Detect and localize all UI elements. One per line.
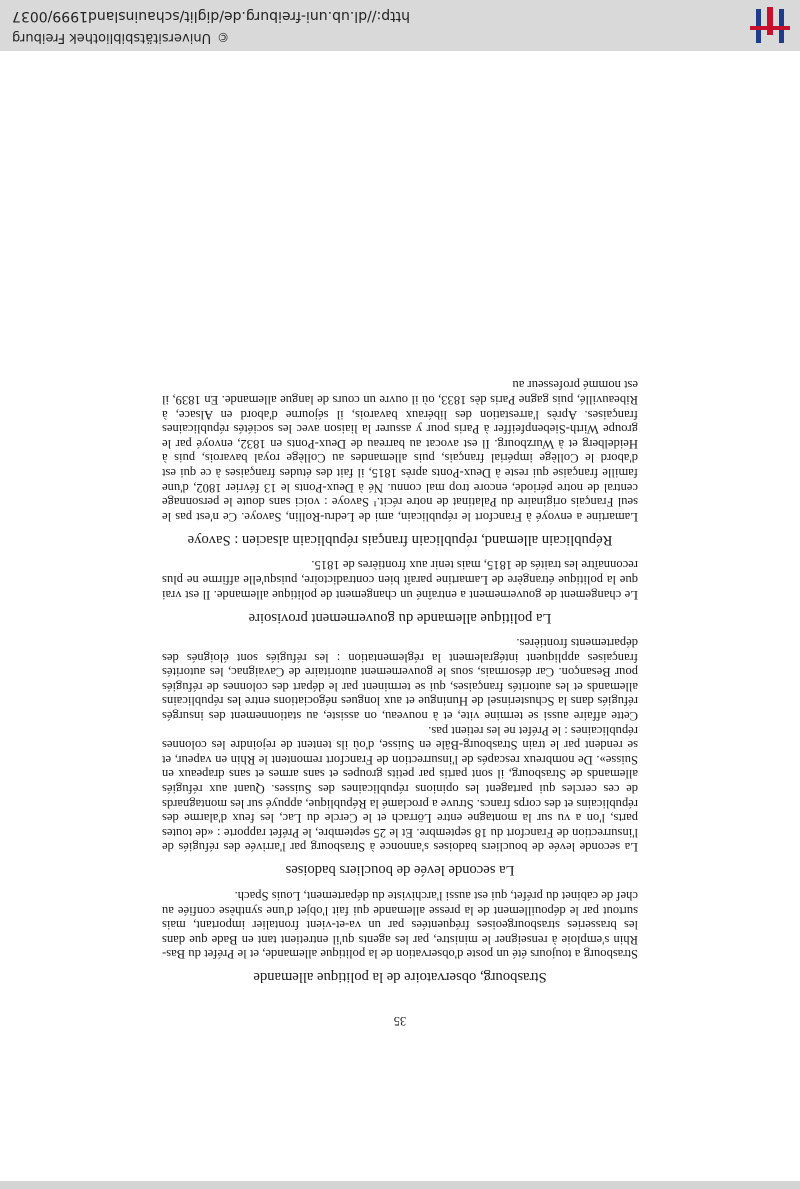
paragraph: Cette affaire aussi se termine vite, et à nouveau, on assiste, au stationnement des insurgés réfugiés dans la Schusterinsel de Huningue et aux longues négociations entre les républicains allemands et les autorités françaises, qui se terminent par le départ des colonnes de réfugiés pour Besançon. Car désormais, sous le gouvernement autoritaire de Cavaignac, les autorités françaises appliquent intégralement la réglementation : les réfugiés sont éloignés des départements frontières. — [162, 636, 638, 724]
ub-freiburg-logo-icon — [750, 7, 790, 43]
library-name: Universitätsbibliothek Freiburg — [12, 30, 212, 45]
section-title-levee: La seconde levée de boucliers badoises — [285, 862, 515, 879]
page-number: 35 — [393, 1014, 407, 1028]
permalink-url[interactable]: http://dl.ub.uni-freiburg.de/diglit/schauinsland1999/0037 — [12, 8, 410, 24]
paragraph: Strasbourg a toujours été un poste d'observation de la politique allemande, et le Préfet du Bas-Rhin s'emploie à renseigner le ministre, par les agents qu'il entretient tant en Bade que dans les brasseries strasbourgeoises fréquentées par un va-et-vient frontalier important, mais surtout par le dépouillement de la presse allemande qui fait l'objet d'une synthèse confiée au chef de cabinet du préfet, qui est aussi l'archiviste du département, Louis Spach. — [162, 889, 638, 962]
footer-strip — [0, 1181, 800, 1189]
copyright-notice — [12, 30, 229, 45]
copyright-symbol: © — [217, 30, 230, 45]
scanned-page — [0, 51, 800, 1181]
paragraph: Le changement de gouvernement a entraîné un changement de politique allemande. Il est vrai que la politique étrangère de Lamartine paraît bien contradictoire, puisqu'elle affirme ne plus reconnaître les traités de 1815, mais tenir aux frontières de 1815. — [162, 558, 638, 602]
page-content — [162, 378, 638, 1028]
paragraph: La seconde levée de boucliers badoises s'annonce à Strasbourg par l'arrivée des réfugiés de l'insurrection de Francfort du 18 septembre. Et le 25 septembre, le Préfet rapporte : «de toutes parts, l'on a vu sur la montagne entre Lörrach et le Cercle du Lac, les feux d'alarme des républicains et des corps francs. Struve a proclamé la République, appuyé sur les montagnards de ces cercles qui partagent les opinions républicaines des Suisses. Quant aux réfugiés allemands de Strasbourg, il sont partis par petits groupes et sans armes et sans drapeaux en Suisse». De nombreux rescapés de l'insurrection de Francfort remontent le Rhin en vapeur, et se rendent par le train Strasbourg-Bâle en Suisse, d'où ils tentent de rejoindre les colonnes républicaines : le Préfet ne les retient pas. — [162, 723, 638, 855]
library-header — [0, 0, 800, 51]
section-title-politique: La politique allemande du gouvernement provisoire — [248, 609, 552, 626]
paragraph: Lamartine a envoyé à Francfort le républicain, ami de Ledru-Rollin, Savoye. Ce n'est pas le seul Français originaire du Palatinat de notre récit.¹ Savoye : voici sans doute le personnage central de notre période, encore trop mal connu. Né à Deux-Ponts le 13 février 1802, d'une famille française qui reste à Deux-Ponts après 1815, il fait des études françaises à ce qui est d'abord le Collège impérial français, puis allemandes au Collège royal bavarois, puis à Heidelberg et à Wurzbourg. Il est avocat au barreau de Deux-Ponts en 1832, envoyé par le groupe Wirth-Siebenpfeiffer à Paris pour y assurer la liaison avec les sociétés républicaines françaises. Après l'arrestation des libéraux bavarois, il séjourne d'abord en Alsace, à Ribeauvillé, puis gagne Paris dès 1833, où il ouvre un cours de langue allemande. En 1839, il est nommé professeur au — [162, 378, 638, 524]
section-title-savoye: Républicain allemand, républicain français républicain alsacien : Savoye — [187, 531, 613, 548]
section-title-strasbourg: Strasbourg, observatoire de la politique allemande — [253, 969, 547, 986]
